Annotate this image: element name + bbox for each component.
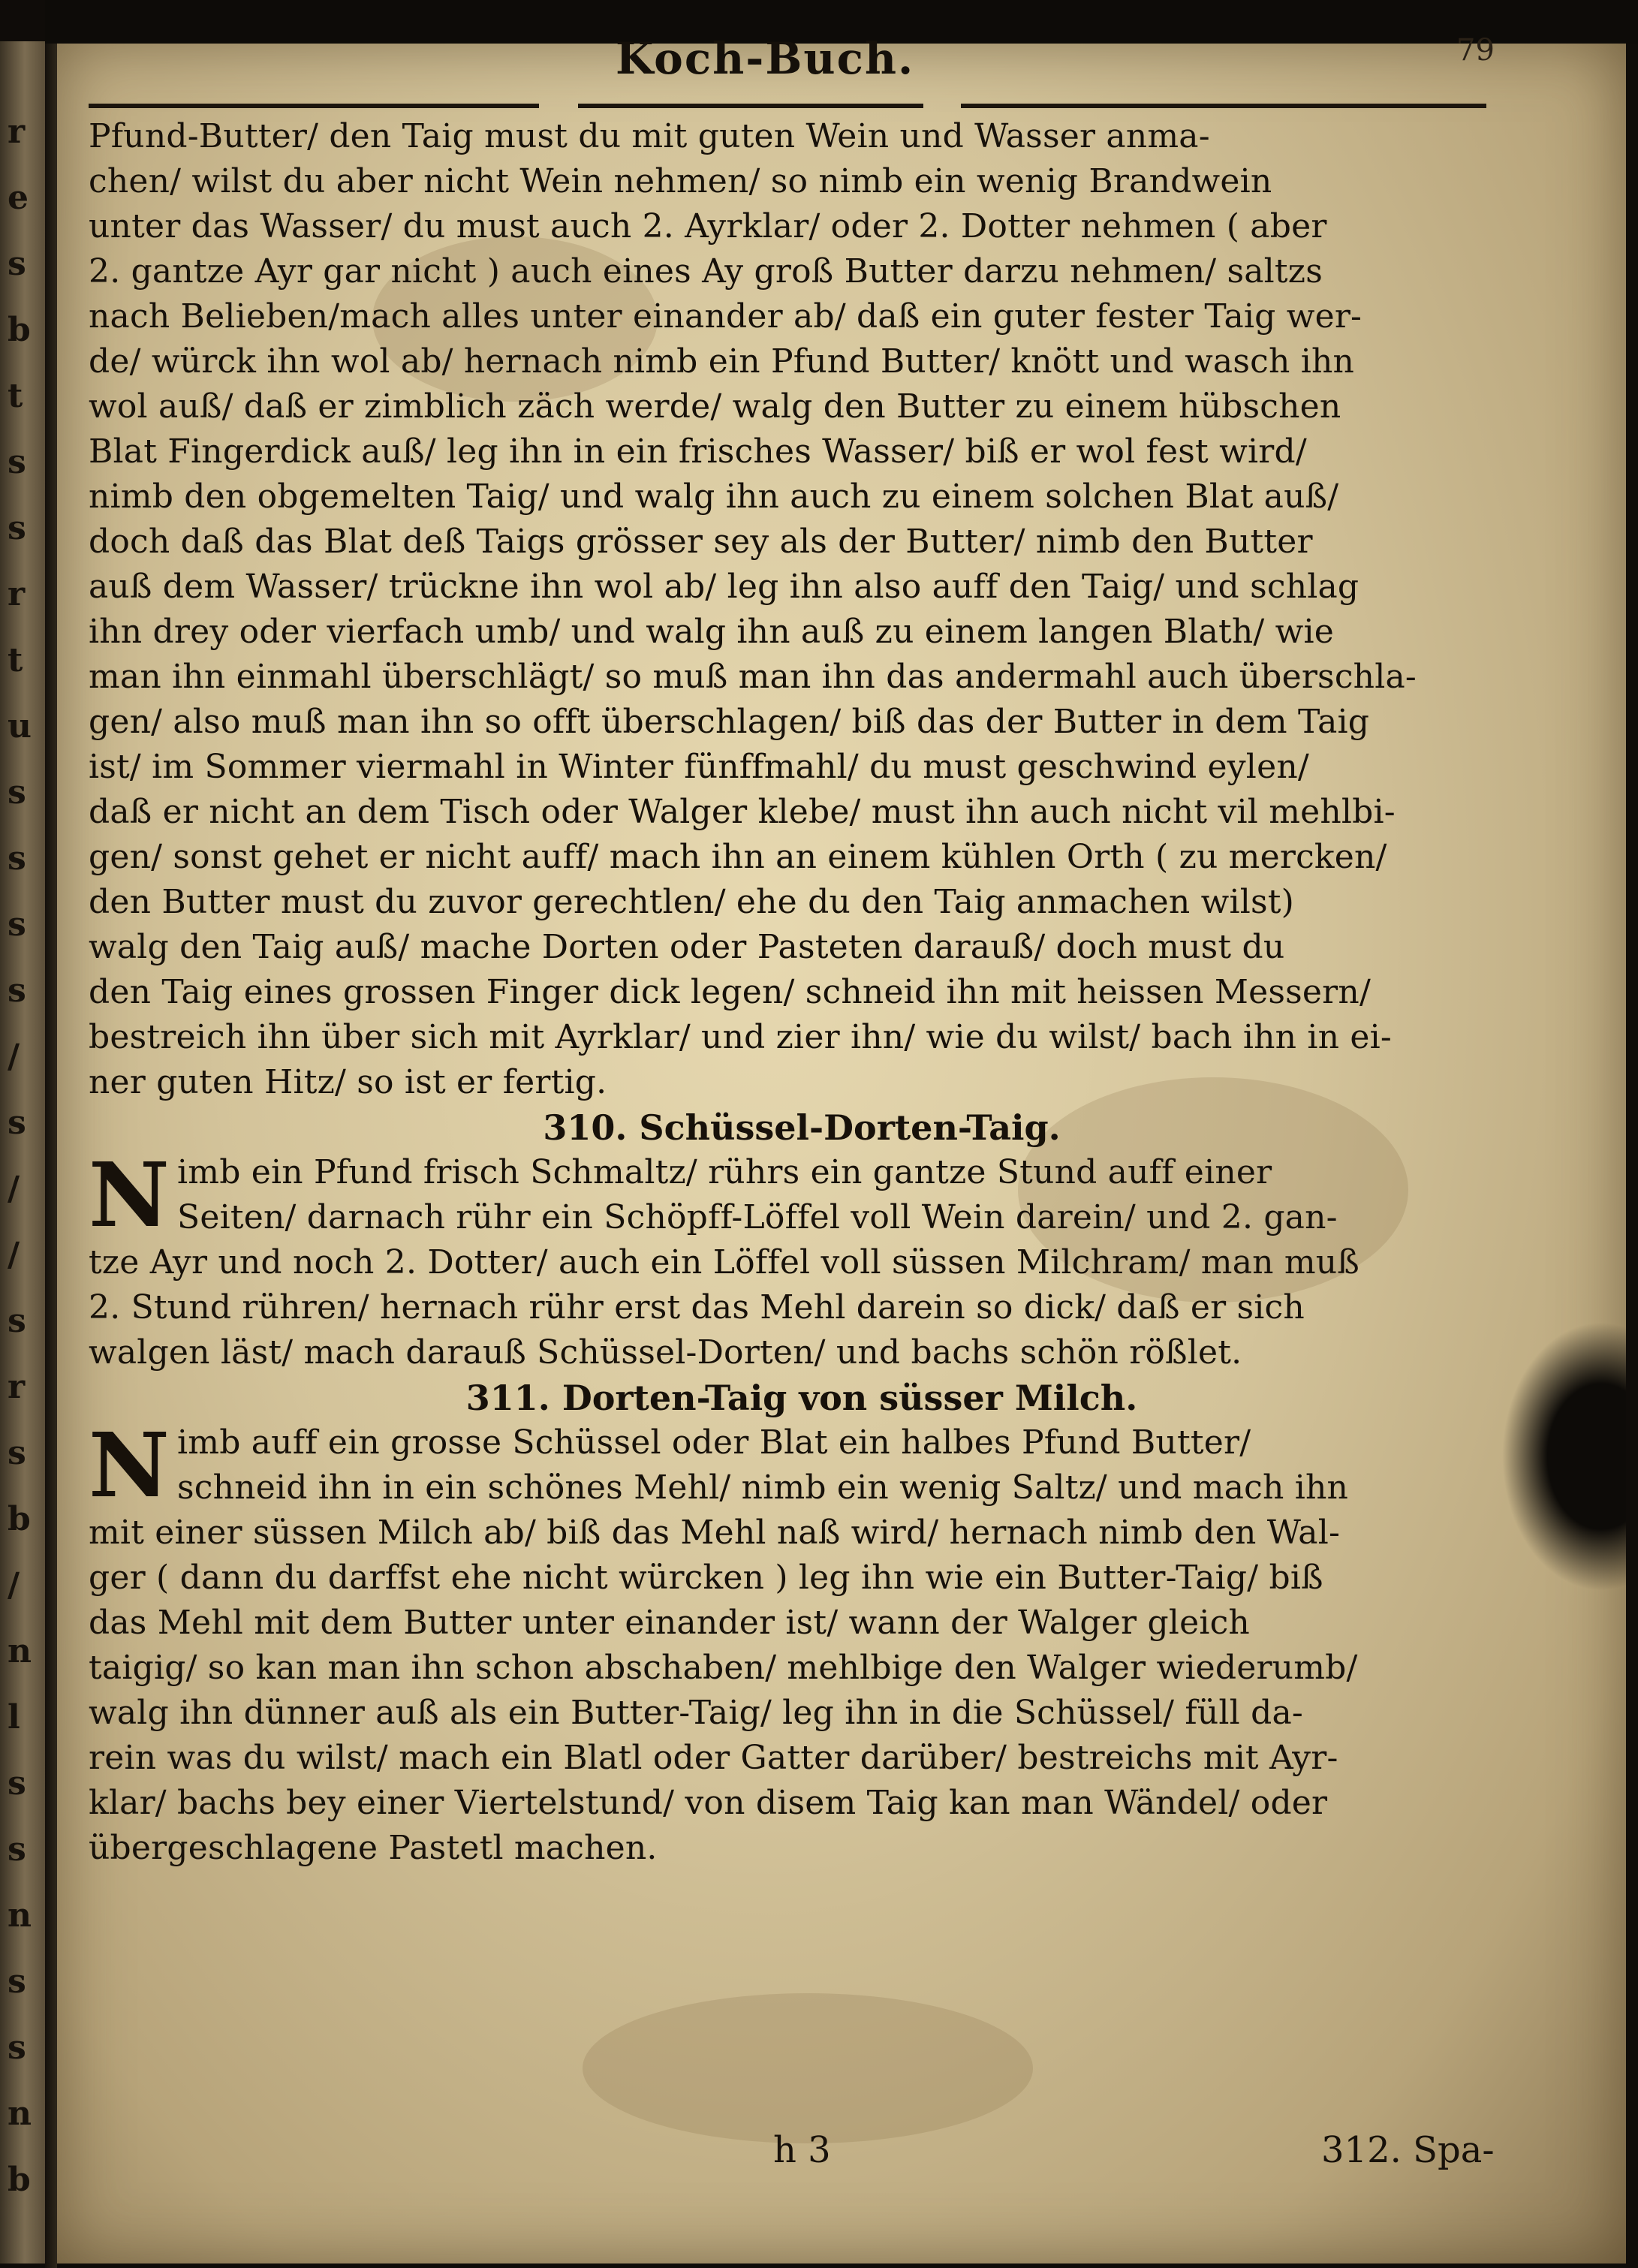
text-line: mit einer süssen Milch ab/ biß das Mehl naß wird/ hernach nimb den Wal- bbox=[89, 1514, 1341, 1552]
signature-mark: h 3 bbox=[773, 2129, 831, 2171]
text-line: nach Belieben/mach alles unter einander ab/ daß ein guter fester Taig wer- bbox=[89, 297, 1362, 336]
text-line: man ihn einmahl überschlägt/ so muß man ihn das andermahl auch überschla- bbox=[89, 658, 1417, 696]
torn-paper-edge bbox=[1501, 1321, 1626, 1592]
text-line: Pfund-Butter/ den Taig must du mit guten Wein und Wasser anma- bbox=[89, 117, 1210, 155]
edge-glyph: b bbox=[8, 1500, 31, 1538]
text-line: gen/ also muß man ihn so offt überschlagen/ biß das der Butter in dem Taig bbox=[89, 703, 1370, 741]
edge-glyph: s bbox=[8, 1764, 26, 1803]
drop-initial: N bbox=[89, 1150, 170, 1247]
text-line: tze Ayr und noch 2. Dotter/ auch ein Löffel voll süssen Milchram/ man muß bbox=[89, 1243, 1359, 1282]
header-rule-left bbox=[89, 104, 539, 108]
recipe-paragraph bbox=[89, 1420, 1515, 1871]
text-line: bestreich ihn über sich mit Ayrklar/ und zier ihn/ wie du wilst/ bach ihn in ei- bbox=[89, 1018, 1392, 1056]
text-line: 2. gantze Ayr gar nicht ) auch eines Ay groß Butter darzu nehmen/ saltzs bbox=[89, 252, 1323, 291]
edge-glyph: r bbox=[8, 113, 26, 151]
edge-glyph: / bbox=[8, 1236, 20, 1274]
edge-glyph: / bbox=[8, 1170, 20, 1208]
edge-glyph: r bbox=[8, 1368, 26, 1406]
text-line: taigig/ so kan man ihn schon abschaben/ mehlbige den Walger wiederumb/ bbox=[89, 1649, 1358, 1687]
edge-glyph: n bbox=[8, 1896, 32, 1935]
recipe-311 bbox=[89, 1375, 1515, 1871]
folio-number: 79 bbox=[1456, 33, 1495, 68]
text-line: den Butter must du zuvor gerechtlen/ ehe du den Taig anmachen wilst) bbox=[89, 883, 1295, 921]
edge-glyph: s bbox=[8, 2029, 26, 2067]
previous-page-edge-text bbox=[5, 0, 45, 2268]
text-line: rein was du wilst/ mach ein Blatl oder Gatter darüber/ bestreichs mit Ayr- bbox=[89, 1739, 1338, 1777]
text-line: klar/ bachs bey einer Viertelstund/ von disem Taig kan man Wändel/ oder bbox=[89, 1784, 1328, 1822]
edge-glyph: s bbox=[8, 1104, 26, 1142]
edge-glyph: t bbox=[8, 641, 23, 679]
text-line: doch daß das Blat deß Taigs grösser sey als der Butter/ nimb den Butter bbox=[89, 523, 1313, 561]
edge-glyph: s bbox=[8, 905, 26, 944]
text-line: schneid ihn in ein schönes Mehl/ nimb ein wenig Saltz/ und mach ihn bbox=[177, 1468, 1349, 1507]
text-line: walg ihn dünner auß als ein Butter-Taig/ leg ihn in die Schüssel/ füll da- bbox=[89, 1694, 1303, 1732]
header-rule-right bbox=[961, 104, 1486, 108]
edge-glyph: s bbox=[8, 1830, 26, 1869]
text-line: ist/ im Sommer viermahl in Winter fünffmahl/ du must geschwind eylen/ bbox=[89, 748, 1309, 786]
edge-glyph: e bbox=[8, 179, 29, 217]
edge-glyph: n bbox=[8, 2095, 32, 2133]
book-gutter bbox=[45, 30, 57, 2268]
recipe-heading: 311. Dorten-Taig von süsser Milch. bbox=[465, 1378, 1138, 1418]
text-line: de/ würck ihn wol ab/ hernach nimb ein Pfund Butter/ knött und wasch ihn bbox=[89, 342, 1355, 381]
text-line: imb auff ein grosse Schüssel oder Blat ein halbes Pfund Butter/ bbox=[177, 1423, 1251, 1462]
text-line: ger ( dann du darffst ehe nicht würcken ) leg ihn wie ein Butter-Taig/ biß bbox=[89, 1559, 1323, 1597]
text-line: auß dem Wasser/ trückne ihn wol ab/ leg ihn also auff den Taig/ und schlag bbox=[89, 568, 1359, 606]
text-line: 2. Stund rühren/ hernach rühr erst das Mehl darein so dick/ daß er sich bbox=[89, 1288, 1305, 1327]
edge-glyph: t bbox=[8, 377, 23, 415]
recipe-paragraph bbox=[89, 1150, 1515, 1375]
page-body bbox=[89, 114, 1515, 1871]
edge-glyph: s bbox=[8, 773, 26, 812]
text-line: imb ein Pfund frisch Schmaltz/ rührs ein gantze Stund auff einer bbox=[177, 1153, 1272, 1191]
text-line: unter das Wasser/ du must auch 2. Ayrklar/ oder 2. Dotter nehmen ( aber bbox=[89, 207, 1327, 245]
edge-glyph: s bbox=[8, 1302, 26, 1340]
recipe-heading: 310. Schüssel-Dorten-Taig. bbox=[543, 1107, 1061, 1148]
header-rule-center bbox=[578, 104, 923, 108]
text-line: chen/ wilst du aber nicht Wein nehmen/ so nimb ein wenig Brandwein bbox=[89, 162, 1272, 200]
edge-glyph: b bbox=[8, 2161, 31, 2199]
text-line: den Taig eines grossen Finger dick legen/ schneid ihn mit heissen Messern/ bbox=[89, 973, 1371, 1011]
drop-initial: N bbox=[89, 1420, 170, 1517]
paper-stain bbox=[583, 1993, 1033, 2143]
text-line: ihn drey oder vierfach umb/ und walg ihn auß zu einem langen Blath/ wie bbox=[89, 613, 1335, 651]
text-line: Blat Fingerdick auß/ leg ihn in ein frisches Wasser/ biß er wol fest wird/ bbox=[89, 432, 1307, 471]
text-line: gen/ sonst gehet er nicht auff/ mach ihn an einem kühlen Orth ( zu mercken/ bbox=[89, 838, 1387, 876]
edge-glyph: r bbox=[8, 575, 26, 613]
recipe-continuation bbox=[89, 114, 1515, 1105]
edge-glyph: s bbox=[8, 839, 26, 878]
edge-glyph: s bbox=[8, 245, 26, 283]
catchword: 312. Spa- bbox=[1321, 2129, 1495, 2171]
text-line: übergeschlagene Pastetl machen. bbox=[89, 1829, 658, 1867]
text-line: walgen läst/ mach darauß Schüssel-Dorten/ und bachs schön rößlet. bbox=[89, 1333, 1242, 1372]
text-line: ner guten Hitz/ so ist er fertig. bbox=[89, 1063, 607, 1101]
text-line: nimb den obgemelten Taig/ und walg ihn auch zu einem solchen Blat auß/ bbox=[89, 477, 1339, 516]
edge-glyph: / bbox=[8, 1038, 20, 1076]
edge-glyph: u bbox=[8, 707, 32, 745]
edge-glyph: s bbox=[8, 971, 26, 1010]
text-line: walg den Taig auß/ mache Dorten oder Pasteten darauß/ doch must du bbox=[89, 928, 1285, 966]
edge-glyph: s bbox=[8, 443, 26, 481]
text-line: daß er nicht an dem Tisch oder Walger klebe/ must ihn auch nicht vil mehlbi- bbox=[89, 793, 1396, 831]
recipe-310 bbox=[89, 1105, 1515, 1375]
edge-glyph: / bbox=[8, 1566, 20, 1604]
text-line: Seiten/ darnach rühr ein Schöpff-Löffel voll Wein darein/ und 2. gan- bbox=[177, 1198, 1338, 1236]
edge-glyph: l bbox=[8, 1698, 20, 1736]
text-line: das Mehl mit dem Butter unter einander ist/ wann der Walger gleich bbox=[89, 1604, 1250, 1642]
edge-glyph: s bbox=[8, 1434, 26, 1472]
running-head: Koch-Buch. bbox=[616, 33, 915, 84]
edge-glyph: n bbox=[8, 1632, 32, 1670]
edge-glyph: s bbox=[8, 509, 26, 547]
text-line: wol auß/ daß er zimblich zäch werde/ walg den Butter zu einem hübschen bbox=[89, 387, 1341, 426]
edge-glyph: b bbox=[8, 311, 31, 349]
edge-glyph: s bbox=[8, 1962, 26, 2001]
